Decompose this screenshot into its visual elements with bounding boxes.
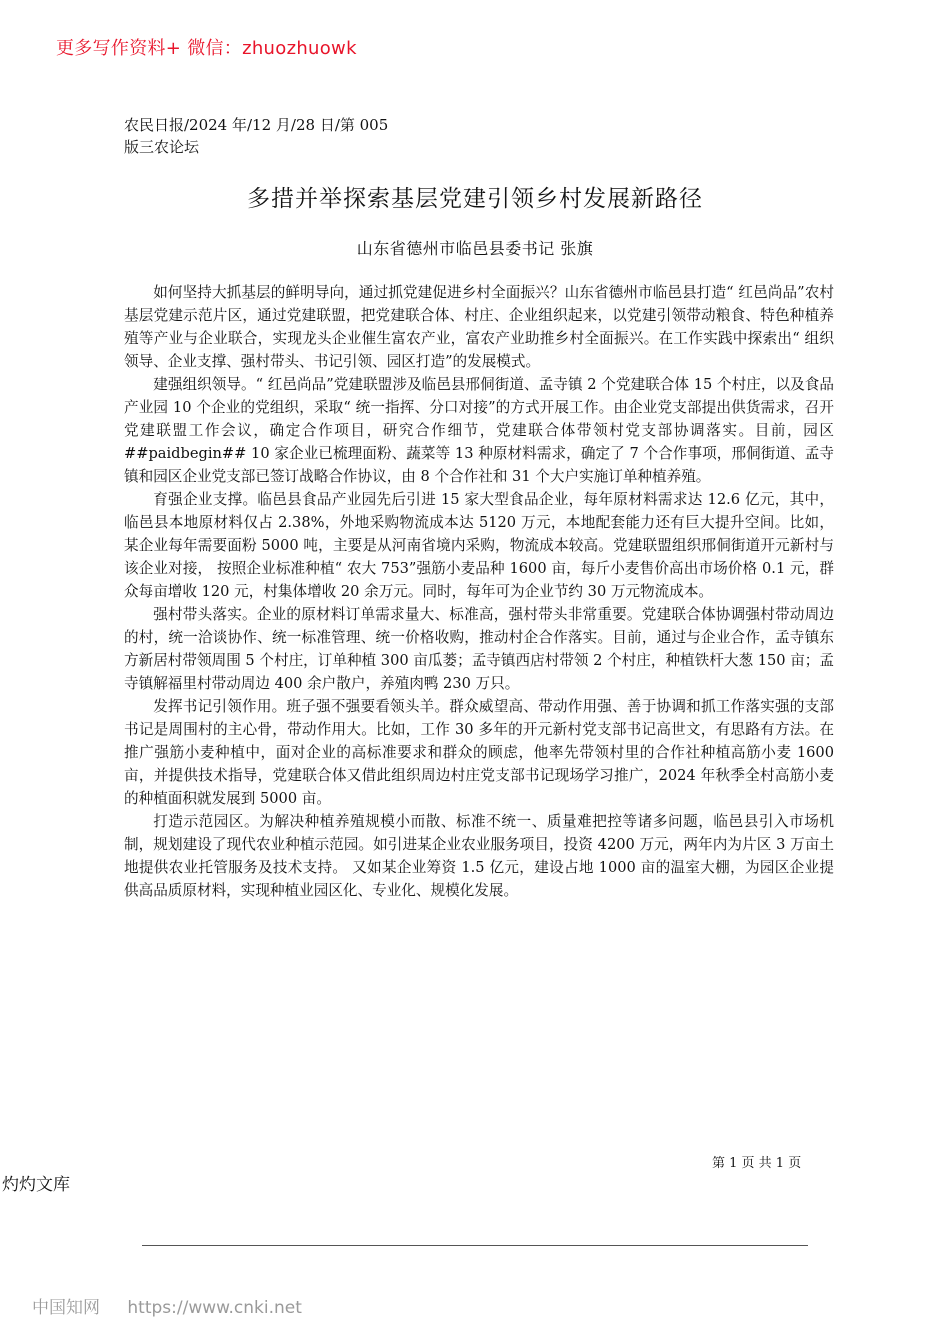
column-line: 版三农论坛 <box>124 138 200 156</box>
article-body <box>124 281 834 902</box>
paragraph: 发挥书记引领作用。班子强不强要看领头羊。群众威望高、带动作用强、善于协调和抓工作落实强的支部书记是周围村的主心骨，带动作用大。比如，工作 30 多年的开元新村党支部书记高世文，有思路有方法。在推广强筋小麦种植中，面对企业的高标准要求和群众的顾虑，他率先带领村里的合作社种植高筋小麦 1600 亩，并提供技术指导，党建联合体又借此组织周边村庄党支部书记现场学习推广，2024 年秋季全村高筋小麦的种植面积就发展到 5000 亩。 <box>124 698 834 807</box>
watermark-name: 中国知网 <box>32 1298 100 1318</box>
paragraph: 打造示范园区。为解决种植养殖规模小而散、标准不统一、质量难把控等诸多问题，临邑县引入市场机制，规划建设了现代农业种植示范园。如引进某企业农业服务项目，投资 4200 万元，两年内为片区 3 万亩土地提供农业托管服务及技术支持。 又如某企业筹资 1.5 亿元，建设占地 1000 亩的温室大棚，为园区企业提供高品质原材料，实现种植业园区化、专业化、规模化发展。 <box>124 813 834 899</box>
article-meta <box>124 114 388 158</box>
page-number: 第 1 页 共 1 页 <box>712 1156 802 1171</box>
paragraph: 育强企业支撑。临邑县食品产业园先后引进 15 家大型食品企业，每年原材料需求达 12.6 亿元，其中，临邑县本地原材料仅占 2.38%，外地采购物流成本达 5120 万元，本地配套能力还有巨大提升空间。比如，某企业每年需要面粉 5000 吨，主要是从河南省境内采购，物流成本较高。党建联盟组织邢侗街道开元新村与该企业对接， 按照企业标准种植“ 农大 753”强筋小麦品种 1600 亩，每斤小麦售价高出市场价格 0.1 元，群众每亩增收 120 元，村集体增收 20 余万元。同时，每年可为企业节约 30 万元物流成本。 <box>124 491 834 600</box>
promo-banner: 更多写作资料+ 微信：zhuozhuowk <box>56 38 357 59</box>
footer-brand: 灼灼文库 <box>2 1175 70 1195</box>
source-line: 农民日报/2024 年/12 月/28 日/第 005 <box>124 116 389 134</box>
article-author: 山东省德州市临邑县委书记 张旗 <box>356 239 594 258</box>
paragraph: 强村带头落实。企业的原材料订单需求量大、标准高，强村带头非常重要。党建联合体协调强村带动周边的村，统一洽谈协作、统一标准管理、统一价格收购，推动村企合作落实。目前，通过与企业合作，孟寺镇东方新居村带领周围 5 个村庄，订单种植 300 亩瓜蒌；孟寺镇西店村带领 2 个村庄，种植铁杆大葱 150 亩；孟寺镇解福里村带动周边 400 余户散户，养殖肉鸭 230 万只。 <box>124 606 834 692</box>
cnki-watermark <box>32 1293 302 1318</box>
paragraph: 如何坚持大抓基层的鲜明导向，通过抓党建促进乡村全面振兴？山东省德州市临邑县打造“ 红邑尚品”农村基层党建示范片区，通过党建联盟，把党建联合体、村庄、企业组织起来，以党建引领带动粮食、特色种植养殖等产业与企业联合，实现龙头企业催生富农产业，富农产业助推乡村全面振兴。在工作实践中探索出“ 组织领导、企业支撑、强村带头、书记引领、园区打造”的发展模式。 <box>124 284 834 370</box>
paragraph: 建强组织领导。“ 红邑尚品”党建联盟涉及临邑县邢侗街道、孟寺镇 2 个党建联合体 15 个村庄，以及食品产业园 10 个企业的党组织，采取“ 统一指挥、分口对接”的方式开展工作。由企业党支部提出供货需求，召开党建联盟工作会议，确定合作项目，研究合作细节，党建联合体带领村党支部协调落实。目前，园区##paidbegin## 10 家企业已梳理面粉、蔬菜等 13 种原材料需求，确定了 7 个合作事项，邢侗街道、孟寺镇和园区企业党支部已签订战略合作协议，由 8 个合作社和 31 个大户实施订单种植养殖。 <box>124 376 834 485</box>
article-title: 多措并举探索基层党建引领乡村发展新路径 <box>247 186 703 212</box>
footer-divider <box>142 1245 808 1246</box>
watermark-url: https://www.cnki.net <box>127 1298 302 1318</box>
